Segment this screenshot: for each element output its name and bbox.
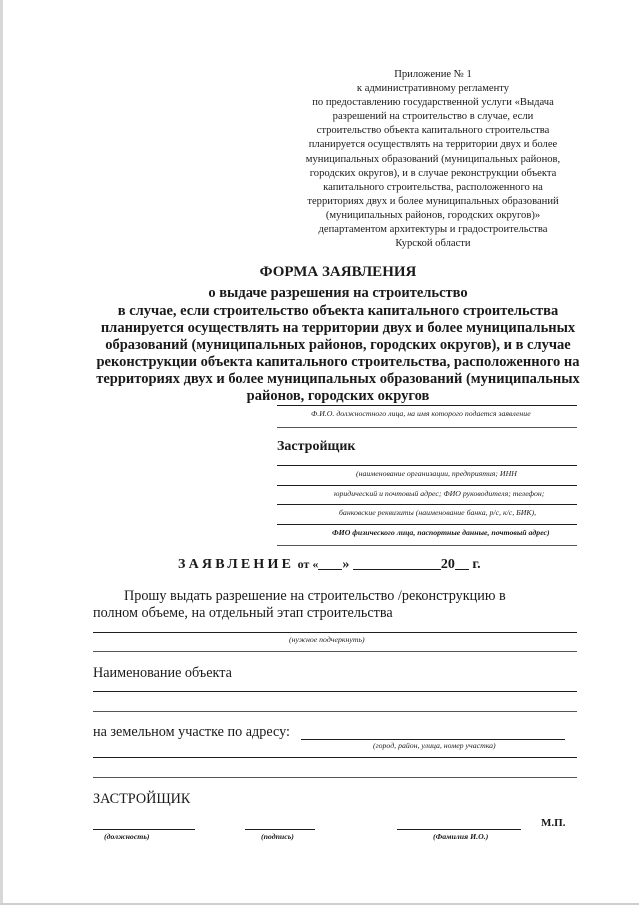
annex-line: по предоставлению государственной услуги «Выдача xyxy=(312,97,554,109)
official-name-caption: Ф.И.О. должностного лица, на имя которого подается заявление xyxy=(311,409,531,418)
annex-line: строительство объекта капитального строительства xyxy=(316,125,550,137)
form-title-line: реконструкции объекта капитального строительства, расположенного на xyxy=(96,354,580,370)
form-title-line: районов, городских округов xyxy=(246,388,430,404)
application-year-suffix: г. xyxy=(472,557,481,572)
annex-line: планируется осуществлять на территории двух и более xyxy=(308,139,558,151)
application-heading xyxy=(178,557,481,573)
developer-extra-field[interactable] xyxy=(277,545,577,546)
address-field-2[interactable] xyxy=(93,757,577,758)
annex-header xyxy=(282,68,584,251)
developer-org-caption: (наименование организации, предприятия; ИНН xyxy=(356,469,517,478)
full-name-caption: (Фамилия И.О.) xyxy=(433,832,489,841)
official-name-field-2[interactable] xyxy=(277,427,577,428)
developer-person-caption: ФИО физического лица, паспортные данные, почтовый адрес) xyxy=(332,528,550,537)
annex-line: муниципальных образований (муниципальных районов, xyxy=(305,153,561,165)
request-text-line1: Прошу выдать разрешение на строительство /реконструкцию в xyxy=(124,588,506,604)
application-year-prefix: 20 xyxy=(440,557,455,572)
developer-address-caption: юридический и почтовый адрес; ФИО руководителя; телефон; xyxy=(334,489,545,498)
request-field-2[interactable] xyxy=(93,651,577,652)
signature-field[interactable] xyxy=(245,829,315,830)
signature-caption: (подпись) xyxy=(261,832,294,841)
form-title-line: территориях двух и более муниципальных образований (муниципальных xyxy=(96,371,580,387)
developer-label: ЗАСТРОЙЩИК xyxy=(93,791,191,807)
address-label: на земельном участке по адресу: xyxy=(93,724,290,740)
form-subtitle: о выдаче разрешения на строительство xyxy=(208,285,468,301)
annex-line: (муниципальных районов, городских округов)» xyxy=(325,209,541,221)
annex-line: Приложение № 1 xyxy=(394,69,472,80)
annex-line: к административному регламенту xyxy=(356,83,510,95)
application-from: от « xyxy=(297,557,319,571)
form-title: ФОРМА ЗАЯВЛЕНИЯ xyxy=(259,264,417,280)
object-name-label: Наименование объекта xyxy=(93,665,232,681)
annex-line: разрешений на строительство в случае, если xyxy=(332,111,534,123)
form-title-line: в случае, если строительство объекта капитального строительства xyxy=(117,303,559,319)
annex-line: городских округов), и в случае реконструкции объекта xyxy=(309,167,557,179)
application-day-field[interactable] xyxy=(318,557,342,570)
position-field[interactable] xyxy=(93,829,195,830)
developer-person-field[interactable] xyxy=(277,524,577,525)
full-name-field[interactable] xyxy=(397,829,521,830)
address-field-3[interactable] xyxy=(93,777,577,778)
position-caption: (должность) xyxy=(104,832,150,841)
object-name-field-1[interactable] xyxy=(93,691,577,692)
application-quote-close: » xyxy=(342,557,350,572)
developer-address-field[interactable] xyxy=(277,485,577,486)
request-text-line2: полном объеме, на отдельный этап строительства xyxy=(93,605,393,621)
address-field-1[interactable] xyxy=(301,739,565,740)
form-title-line: планируется осуществлять на территории двух и более муниципальных xyxy=(100,320,576,336)
object-name-field-2[interactable] xyxy=(93,711,577,712)
annex-line: Курской области xyxy=(395,238,471,250)
stamp-place: М.П. xyxy=(541,817,566,829)
form-title-line: образований (муниципальных районов, городских округов), и в случае xyxy=(105,337,571,353)
annex-line: территориях двух и более муниципальных образований xyxy=(307,195,559,207)
form-title-block xyxy=(88,263,588,405)
scan-edge xyxy=(0,0,3,905)
annex-line: капитального строительства, расположенного на xyxy=(323,181,543,193)
developer-bank-caption: банковские реквизиты (наименование банка, р/с, к/с, БИК), xyxy=(339,508,537,517)
address-caption: (город, район, улица, номер участка) xyxy=(373,741,496,750)
developer-heading: Застройщик xyxy=(277,439,356,454)
annex-line: департаментом архитектуры и градостроительства xyxy=(318,224,548,236)
application-word: ЗАЯВЛЕНИЕ xyxy=(178,557,295,572)
application-month-field[interactable] xyxy=(353,557,441,570)
developer-org-field[interactable] xyxy=(277,465,577,466)
request-field-1[interactable] xyxy=(93,632,577,633)
underline-caption: (нужное подчеркнуть) xyxy=(289,635,365,644)
developer-bank-field[interactable] xyxy=(277,504,577,505)
official-name-field[interactable] xyxy=(277,405,577,406)
application-year-field[interactable] xyxy=(455,557,469,570)
